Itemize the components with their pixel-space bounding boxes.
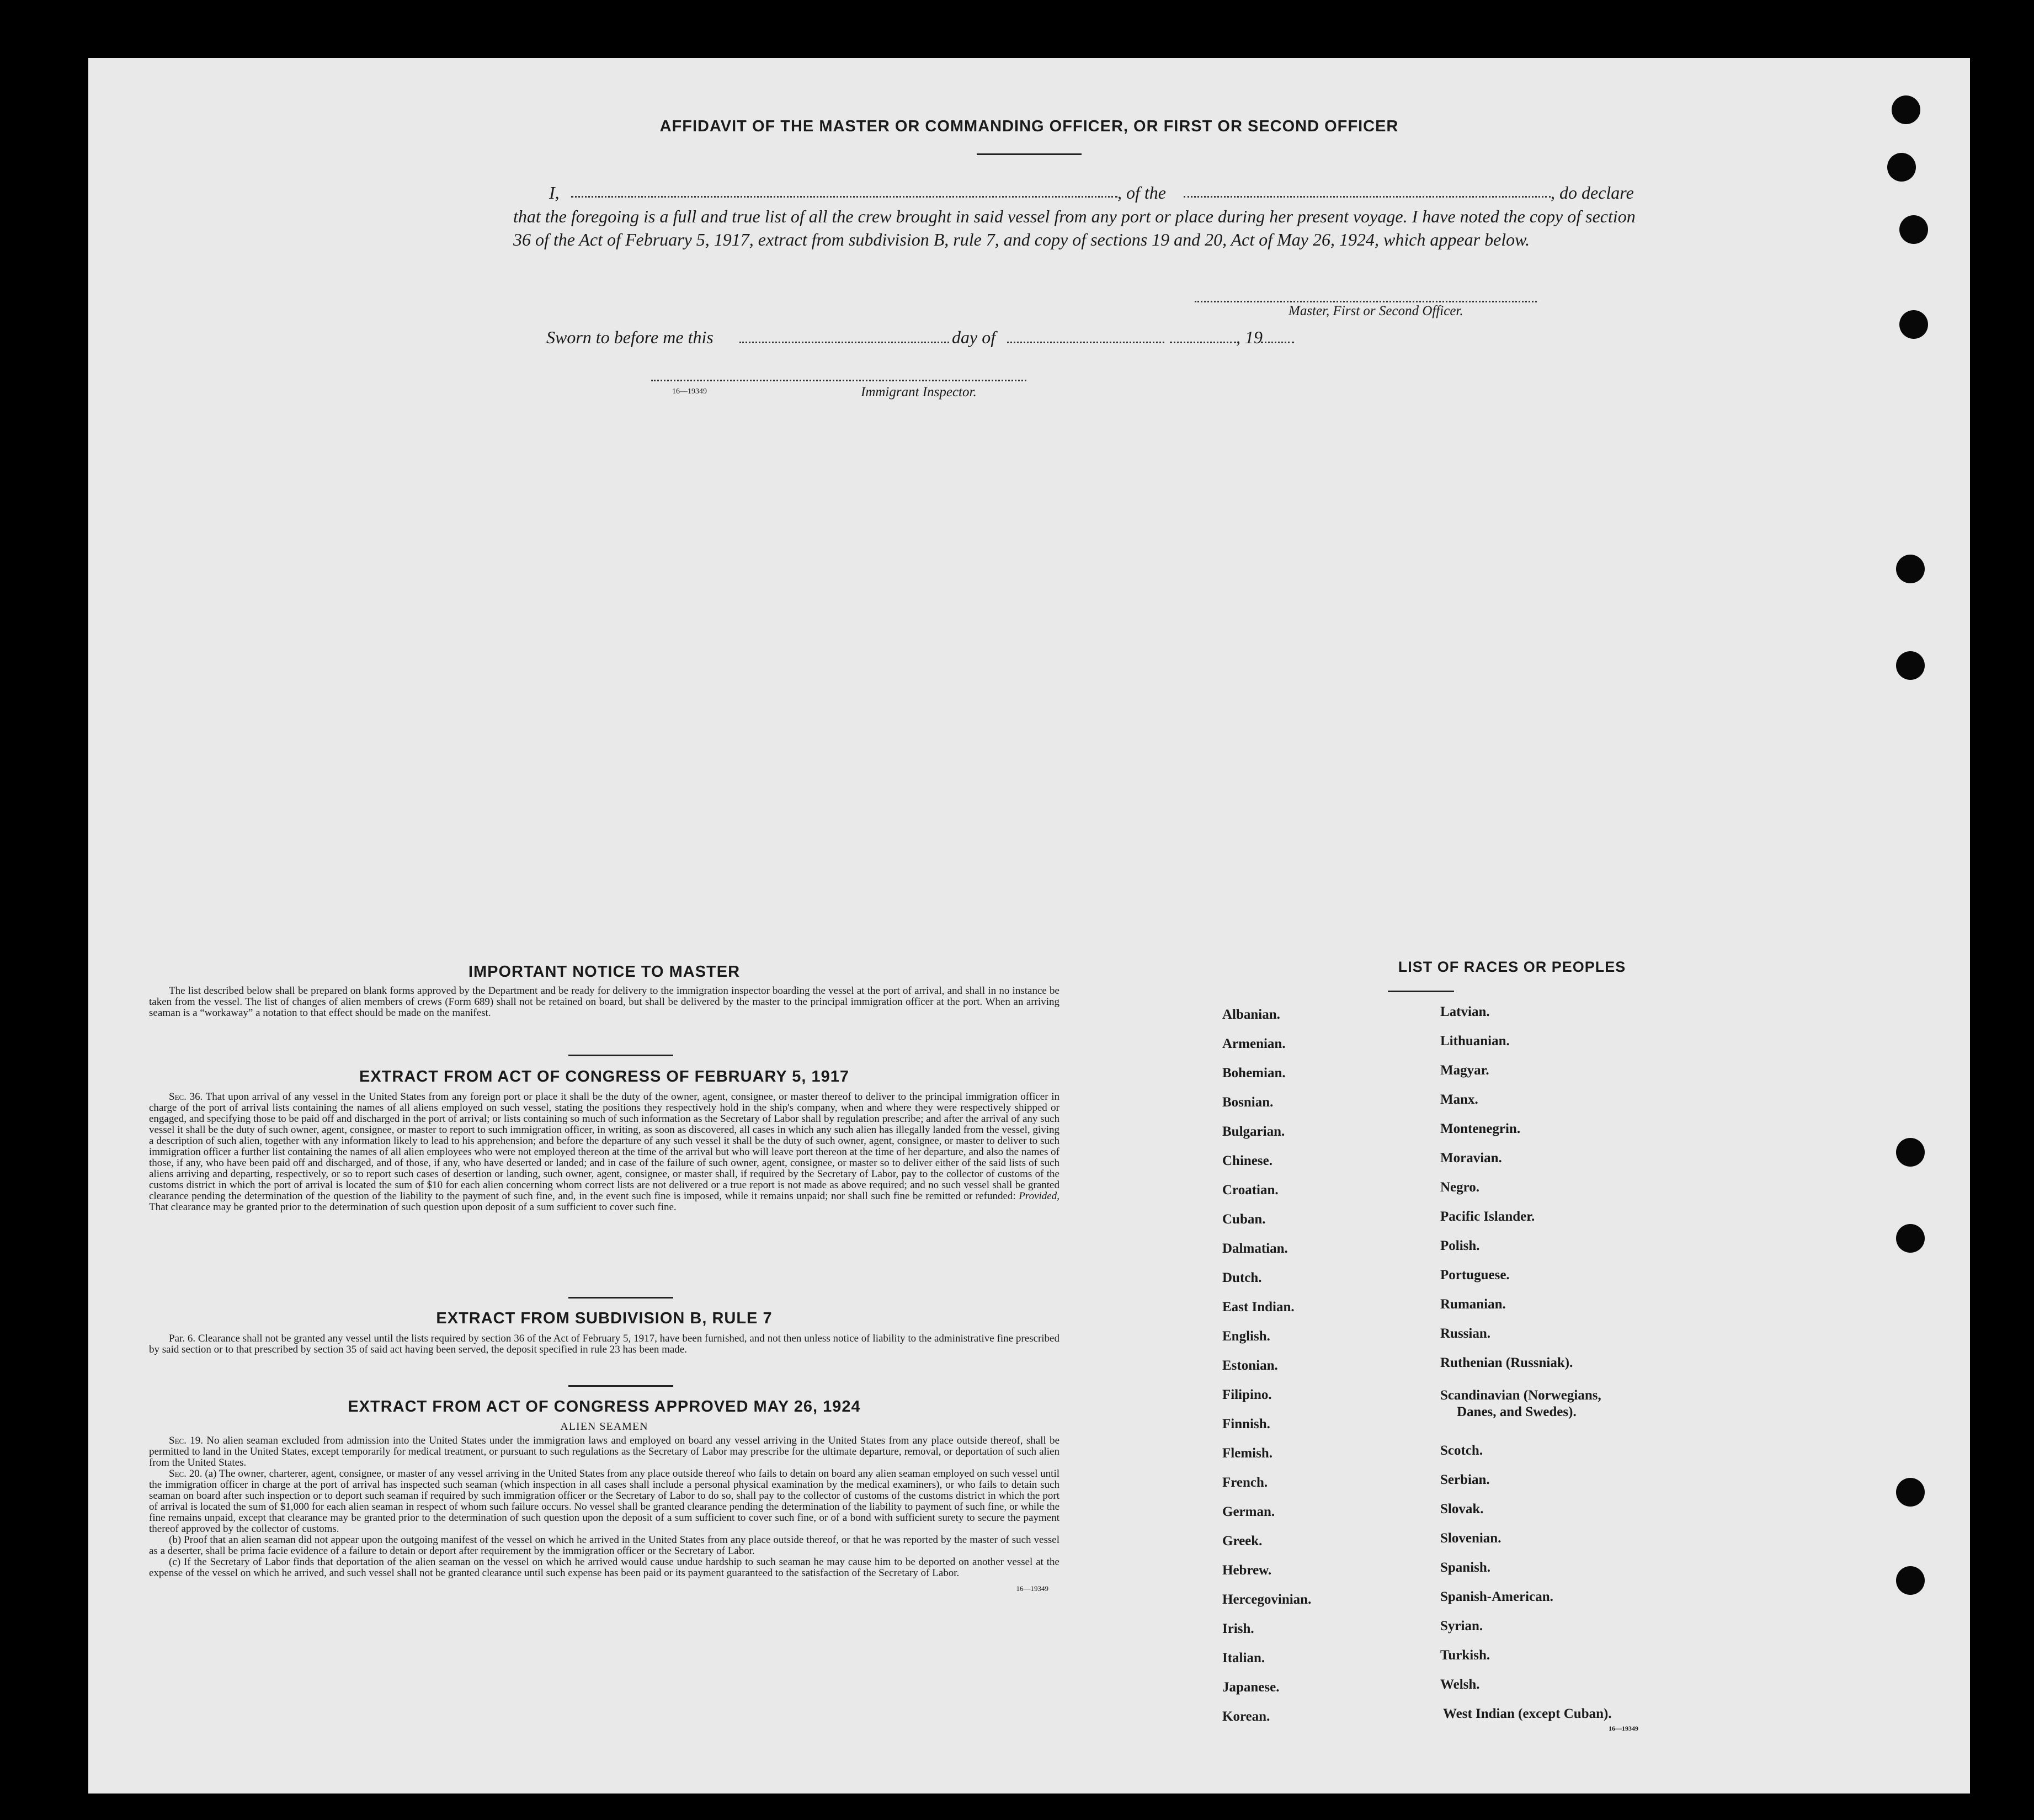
races-title: LIST OF RACES OR PEOPLES (1398, 959, 1626, 975)
race-right: Slovak. (1440, 1502, 1484, 1516)
affidavit-declare: , do declare (1551, 183, 1634, 203)
race-left: Flemish. (1222, 1446, 1272, 1461)
extract-1917-title: EXTRACT FROM ACT OF CONGRESS OF FEBRUARY 5, 1917 (359, 1068, 850, 1085)
extract-1917-section (149, 1068, 1059, 1213)
race-right: Negro. (1440, 1180, 1480, 1195)
race-right: Ruthenian (Russniak). (1440, 1355, 1573, 1370)
race-right: Polish. (1440, 1238, 1480, 1253)
extract-1924-section (149, 1398, 1059, 1593)
form-number-bottom: 16—19349 (1016, 1584, 1048, 1593)
race-left: Hebrew. (1222, 1563, 1272, 1578)
signature-blank[interactable] (1195, 301, 1537, 302)
extract-1924-title: EXTRACT FROM ACT OF CONGRESS APPROVED MAY 26, 1924 (348, 1398, 861, 1415)
punch-hole (1896, 651, 1925, 680)
sec36-label: Sec. 36. (169, 1091, 203, 1103)
punch-hole (1892, 95, 1920, 124)
sworn-year-blank[interactable] (1261, 342, 1294, 343)
race-right: Welsh. (1440, 1677, 1480, 1692)
races-rule (1388, 991, 1454, 992)
race-right: Spanish-American. (1440, 1589, 1553, 1604)
sec20a-text: (a) The owner, charterer, agent, consignee, or master of any vessel arriving in the United States from any place outside thereof who fails to detain on board any alien seaman employed on such vessel until the immigration officer in charge at the port of arrival has inspected such seaman (which inspection in all cases shall include a personal physical examination by the medical examiners), or who fails to detain such seaman on board after such inspection or to deport such seaman if required by such immigration officer or the Secretary of Labor to do so, shall pay to the collector of customs of the customs district in which the port of arrival is located the sum of $1,000 for each alien seaman in respect of whom such failure occurs. No vessel shall be granted clearance pending the determination of the liability to payment of such fine, or while the fine remains unpaid, except that clearance may be granted prior to the determination of such question upon the deposit of a sum sufficient to cover such fine, or of a bond with sufficient surety to secure the payment thereof approved by the collector of customs. (149, 1468, 1060, 1535)
races-form-number: 16—19349 (1609, 1725, 1638, 1732)
punch-hole (1887, 153, 1916, 182)
rule-2 (568, 1297, 673, 1299)
sec19-text: No alien seaman excluded from admission into the United States under the immigration laws and employed on board any vessel arriving in the United States from any place outside thereof, shall be permitted to land in the United States, except temporarily for medical treatment, or pursuant to such regulations as the Secretary of Labor may prescribe for the ultimate departure, removal, or deportation of such alien from the United States. (149, 1435, 1060, 1468)
sworn-date-blank[interactable] (739, 342, 949, 343)
race-right: Portuguese. (1440, 1268, 1510, 1282)
name-blank[interactable] (571, 196, 1117, 198)
race-right-continued: Danes, and Swedes). (1457, 1404, 1577, 1419)
affidavit-i: I, (549, 183, 560, 203)
race-right: Turkish. (1440, 1648, 1490, 1663)
race-right: Spanish. (1440, 1560, 1491, 1575)
punch-hole (1896, 1566, 1925, 1595)
race-right: Russian. (1440, 1326, 1491, 1341)
race-left: Bohemian. (1222, 1066, 1286, 1081)
race-left: Croatian. (1222, 1183, 1279, 1198)
race-right: Syrian. (1440, 1619, 1483, 1633)
form-sheet (88, 58, 1970, 1794)
affidavit-title: AFFIDAVIT OF THE MASTER OR COMMANDING OFFICER, OR FIRST OR SECOND OFFICER (659, 118, 1399, 135)
race-left: Armenian. (1222, 1036, 1286, 1051)
race-left: Chinese. (1222, 1153, 1272, 1168)
signature-label: Master, First or Second Officer. (1288, 304, 1463, 318)
race-left: East Indian. (1222, 1300, 1295, 1315)
sec36-text-a: That upon arrival of any vessel in the United States from any foreign port or place it shall be the duty of the owner, agent, consignee, or master thereof to deliver to the principal immigration officer in charge of the port of arrival lists containing the names of all aliens employed on such vessel, stating the positions they respectively hold in the ship's company, when and where they were respectively shipped or engaged, and specifying those to be paid off and discharged in the port of arrival; or lists containing so much of such information as the Secretary of Labor shall by regulation prescribe; and after the arrival of any such vessel it shall be the duty of such owner, agent, consignee, or master to report to such immigration officer, in writing, as soon as discovered, all cases in which any such alien has illegally landed from the vessel, giving a description of such alien, together with any information likely to lead to his apprehension; and before the departure of any such vessel it shall be the duty of such owner, agent, consignee, or master to deliver to such immigration officer a further list containing the names of all alien employees who were not employed thereon at the time of the arrival but who will leave port thereon at the time of her departure, and also the names of those, if any, who have been paid off and discharged, and of those, if any, who have deserted or landed; and in case of the failure of such owner, agent, consignee, or master so to deliver either of the said lists of such aliens arriving and departing, respectively, or so to report such cases of desertion or landing, such owner, agent, consignee, or master shall, if required by the Secretary of Labor, pay to the collector of customs of the customs district in which the port of arrival is located the sum of $10 for each alien concerning whom correct lists are not delivered or a true report is not made as above required; and no such vessel shall be granted clearance pending the determination of the question of the liability to the payment of such fine, and, in the event such fine is imposed, while it remains unpaid; nor shall such fine be remitted or refunded: (149, 1091, 1059, 1202)
inspector-signature-blank[interactable] (651, 380, 1026, 381)
affidavit-of-the: , of the (1117, 183, 1166, 203)
provided-word: Provided, (1019, 1190, 1059, 1202)
punch-hole (1896, 1478, 1925, 1507)
race-left: Dalmatian. (1222, 1241, 1288, 1256)
race-left: Albanian. (1222, 1007, 1280, 1022)
race-left: Estonian. (1222, 1358, 1278, 1373)
race-right: West Indian (except Cuban). (1443, 1706, 1612, 1721)
notice-body: The list described below shall be prepared on blank forms approved by the Department and be ready for delivery to the immigration inspector boarding the vessel at the port of arrival, and shall in no instance be taken from the vessel. The list of changes of alien members of crews (Form 689) shall not be retained on board, but shall be delivered by the master to the principal immigration officer at the port. When an arriving seaman is a “workaway” a notation to that effect should be made on the manifest. (149, 985, 1059, 1019)
sec20-label: Sec. 20. (169, 1468, 203, 1480)
punch-hole (1896, 1224, 1925, 1253)
race-left: Dutch. (1222, 1270, 1262, 1285)
punch-hole (1896, 555, 1925, 583)
punch-hole (1899, 310, 1928, 339)
race-left: Hercegovinian. (1222, 1592, 1312, 1607)
alien-seamen-subtitle: ALIEN SEAMEN (560, 1420, 648, 1433)
extract-1917-body (149, 1092, 1059, 1213)
race-left: English. (1222, 1329, 1270, 1344)
punch-hole (1896, 1138, 1925, 1167)
sworn-month-blank-2[interactable] (1170, 342, 1236, 343)
race-left: Korean. (1222, 1709, 1270, 1724)
race-right: Moravian. (1440, 1151, 1502, 1166)
affidavit-body: that the foregoing is a full and true list of all the crew brought in said vessel from any port or place during her present voyage. I have noted the copy of section 36 of the Act of February 5, 1917, extract from subdivision B, rule 7, and copy of sections 19 and 20, Act of May 26, 1924, which appear below. (513, 206, 1636, 249)
race-right: Serbian. (1440, 1472, 1490, 1487)
race-left: Greek. (1222, 1534, 1263, 1548)
notice-section (149, 963, 1059, 1019)
race-right: Slovenian. (1440, 1531, 1501, 1546)
sworn-month-blank[interactable] (1007, 342, 1164, 343)
sec20c-text: (c) If the Secretary of Labor finds that deportation of the alien seaman on the vessel on which he arrived would cause undue hardship to such seaman he may cause him to be deported on another vessel at the expense of the vessel on which he arrived, and such vessel shall not be granted clearance until such expense has been paid or its payment guaranteed to the satisfaction of the Secretary of Labor. (149, 1556, 1059, 1579)
race-left: Japanese. (1222, 1680, 1280, 1695)
race-right: Magyar. (1440, 1063, 1489, 1078)
rule-3 (568, 1385, 673, 1387)
sec20b-text: (b) Proof that an alien seaman did not appear upon the outgoing manifest of the vessel on which he arrived in the United States from any place outside thereof, or that he was reported by the master of such vessel as a deserter, shall be prima facie evidence of a failure to detain or deport after requirement by the immigration officer or the Secretary of Labor. (149, 1534, 1059, 1557)
vessel-blank[interactable] (1184, 196, 1551, 198)
sworn-label: Sworn to before me this (546, 327, 714, 347)
title-rule (977, 153, 1082, 155)
extract-1924-body (149, 1435, 1059, 1579)
race-left: Cuban. (1222, 1212, 1266, 1227)
sec19-label: Sec. 19. (169, 1435, 203, 1446)
race-left: French. (1222, 1475, 1268, 1490)
race-left: German. (1222, 1504, 1275, 1519)
race-left: Bosnian. (1222, 1095, 1274, 1110)
sworn-day-of: day of (952, 327, 996, 347)
form-number-top: 16—19349 (672, 387, 707, 396)
rule-1 (568, 1055, 673, 1056)
inspector-label: Immigrant Inspector. (861, 385, 977, 400)
extract-rule7-title: EXTRACT FROM SUBDIVISION B, RULE 7 (436, 1310, 773, 1327)
extract-rule7-body: Par. 6. Clearance shall not be granted any vessel until the lists required by section 36 of the Act of February 5, 1917, have been furnished, and not then unless notice of liability to the administrative fine prescribed by said section or to that prescribed by section 35 of said act having been served, the deposit specified in rule 23 has been made. (149, 1333, 1059, 1355)
extract-rule7-section (149, 1310, 1059, 1355)
sworn-year: , 19 (1236, 327, 1263, 347)
notice-title: IMPORTANT NOTICE TO MASTER (468, 963, 741, 981)
punch-hole (1899, 215, 1928, 244)
race-left: Irish. (1222, 1621, 1254, 1636)
race-right: Manx. (1440, 1092, 1478, 1107)
race-left: Filipino. (1222, 1387, 1272, 1402)
race-left: Italian. (1222, 1651, 1265, 1665)
race-right: Montenegrin. (1440, 1121, 1521, 1136)
race-right: Scandinavian (Norwegians, (1440, 1388, 1601, 1403)
race-left: Bulgarian. (1222, 1124, 1285, 1139)
sec36-text-b: That clearance may be granted prior to the determination of such question upon deposit of a sum sufficient to cover such fine. (149, 1201, 677, 1213)
race-right: Lithuanian. (1440, 1034, 1510, 1049)
race-left: Finnish. (1222, 1417, 1270, 1431)
race-right: Pacific Islander. (1440, 1209, 1535, 1224)
race-right: Rumanian. (1440, 1297, 1506, 1312)
race-right: Latvian. (1440, 1004, 1490, 1019)
race-right: Scotch. (1440, 1443, 1483, 1458)
